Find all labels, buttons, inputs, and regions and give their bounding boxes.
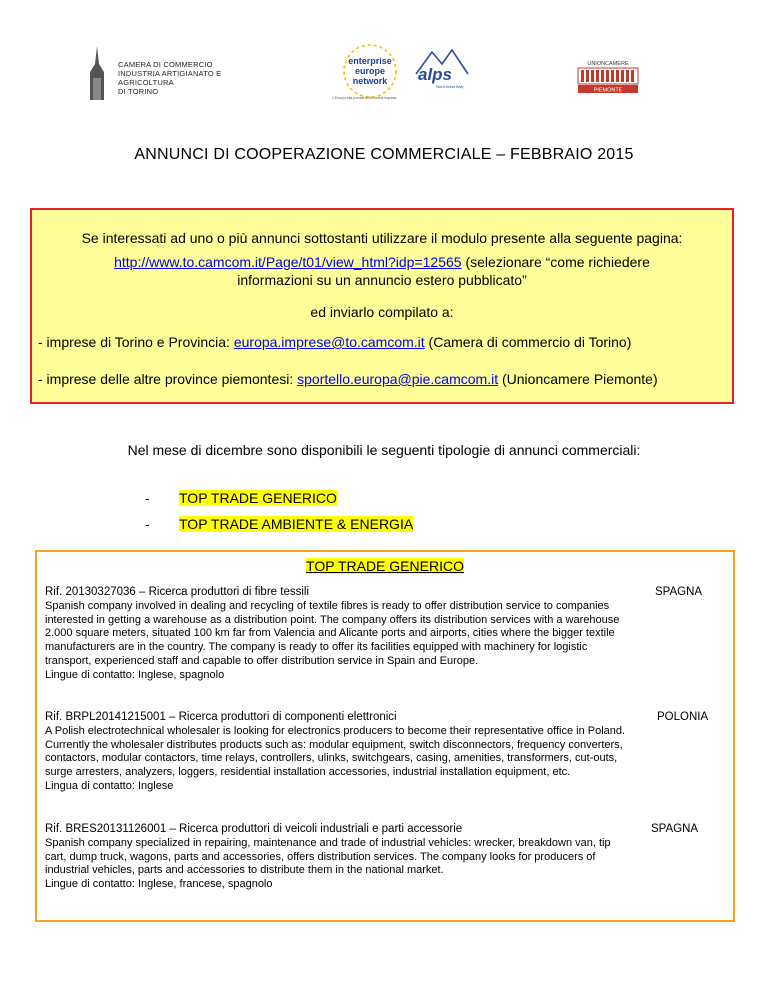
info-box [30,208,734,404]
intro-text: Nel mese di dicembre sono disponibili le seguenti tipologie di annunci commerciali: [127,442,641,458]
een-tagline: L'Europa alla portata della vostra impresa [332,96,397,100]
announcement-item [45,823,725,892]
announcement-item [45,711,725,794]
announcement-contact: Lingua di contatto: Inglese [45,779,174,792]
info-line-1: Se interessati ad uno o più annunci sottostanti utilizzare il modulo presente alla seguente pagina: [81,230,683,246]
announcement-ref: Rif. BRES20131126001 – Ricerca produttori di veicoli industriali e parti accessorie [45,823,463,835]
cciaa-name: CAMERA DI COMMERCIO INDUSTRIA ARTIGIANATO E AGRICOLTURA DI TORINO [118,60,222,96]
announcement-country: SPAGNA [651,823,699,835]
cciaa-logo [82,44,272,104]
mole-antonelliana-icon [82,44,112,102]
request-page-link[interactable]: http://www.to.camcom.it/Page/t01/view_html?idp=12565 [114,254,462,270]
announcement-ref: Rif. BRPL20141215001 – Ricerca produttori di componenti elettronici [45,711,397,723]
announcement-body: A Polish electrotechnical wholesaler is looking for electronics producers to become their representative office in Poland. Currently the wholesaler distributes products such as: modular equipment, switch disconnectors, frequency converters, contactors, modular contactors, time relays, controllers, ulinks, switchgears, casing, amenities, transformers, cut-outs, surge arresters, analyzers, loggers, residential installation accessories, industrial installation equipment, etc. [45,725,626,779]
announcements-box [35,550,735,922]
bullet-dash: - [145,490,150,506]
announcement-item [45,586,725,682]
category-label: TOP TRADE GENERICO [179,490,337,506]
announcement-ref: Rif. 20130327036 – Ricerca produttori di fibre tessili [45,586,310,598]
info-line-2-suffix: (selezionare “come richiedere [461,254,650,270]
torino-prefix: - imprese di Torino e Provincia: [38,334,234,350]
alps-logo [412,44,472,94]
category-item-generico [145,490,337,506]
svg-text:alps: alps [418,65,453,84]
info-line-2b: informazioni su un annuncio estero pubblicato” [237,272,527,288]
section-title: TOP TRADE GENERICO [306,558,464,574]
svg-text:Nord-West Italy: Nord-West Italy [436,84,464,89]
svg-text:PIEMONTE: PIEMONTE [593,87,623,94]
enterprise-europe-network-logo [330,42,410,104]
piemonte-prefix: - imprese delle altre province piemontesi: [38,371,298,387]
info-line-2 [32,254,732,270]
unioncamere-piemonte-logo [570,58,646,98]
announcement-country: SPAGNA [655,586,703,598]
svg-text:UNIONCAMERE: UNIONCAMERE [587,61,629,67]
svg-text:network: network [352,76,388,86]
svg-text:enterprise: enterprise [348,56,392,66]
piemonte-suffix: (Unioncamere Piemonte) [498,371,658,387]
announcement-body: Spanish company specialized in repairing, maintenance and trade of industrial vehicles: wrecker, breakdown van, tip cart, dump truck, wagons, parts and accessories, offers distribution services. The company looks for producers of industrial vehicles, parts and accessories to distribute them in the national market. [45,837,611,877]
torino-email-link[interactable]: europa.imprese@to.camcom.it [233,334,425,350]
piemonte-contact-line [38,371,658,387]
category-item-ambiente [145,516,413,532]
category-label: TOP TRADE AMBIENTE & ENERGIA [179,516,414,532]
page-title: ANNUNCI DI COOPERAZIONE COMMERCIALE – FEBBRAIO 2015 [134,146,634,163]
announcement-contact: Lingue di contatto: Inglese, francese, spagnolo [45,878,273,891]
info-line-3: ed inviarlo compilato a: [310,304,454,320]
announcement-contact: Lingue di contatto: Inglese, spagnolo [45,668,225,681]
svg-text:europe: europe [354,66,386,76]
torino-suffix: (Camera di commercio di Torino) [424,334,632,350]
announcement-body: Spanish company involved in dealing and recycling of textile fibres is ready to offer distribution service to companies interested in getting a warehouse as a distribution point. The company offers its distribution services with a warehouse 2.000 square meters, situated 100 km far from Valencia and Alicante ports and airports, cities where the bigger textile manufacturers are in the country. The company is ready to offer its facilities equipped with machinery for logistic transport, experienced staff and capable to offer distribution service in Spain and Europe. [45,600,620,667]
piemonte-email-link[interactable]: sportello.europa@pie.camcom.it [297,371,499,387]
bullet-dash: - [145,516,150,532]
torino-contact-line [38,334,631,350]
announcement-country: POLONIA [657,711,709,723]
